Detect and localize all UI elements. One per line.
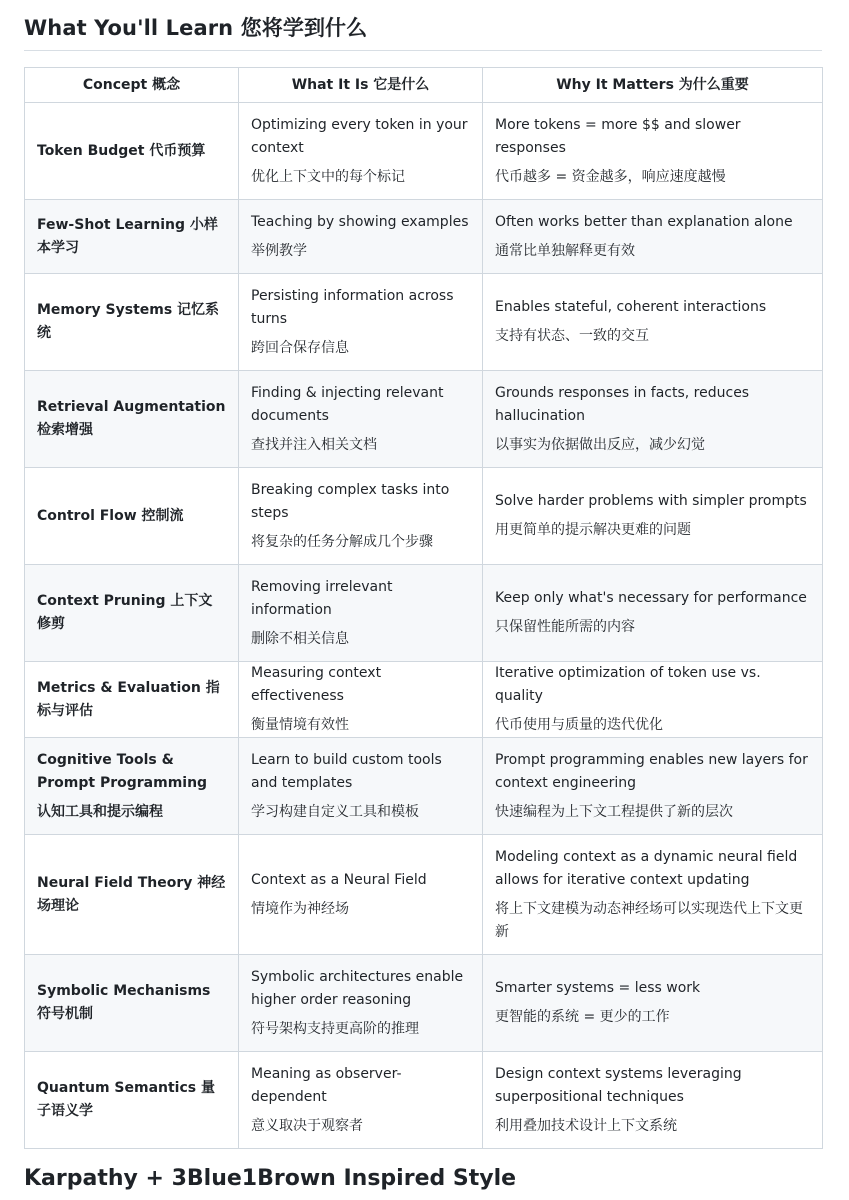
concept-cell — [25, 738, 239, 835]
why-cell — [483, 103, 823, 200]
what-en: Persisting information across turns — [251, 287, 454, 327]
concept-cell: Memory Systems 记忆系统 — [25, 274, 239, 371]
section-title: What You'll Learn 您将学到什么 — [24, 0, 822, 51]
what-cell — [239, 662, 483, 738]
what-en: Breaking complex tasks into steps — [251, 481, 450, 521]
why-cell — [483, 200, 823, 274]
next-section-title: Karpathy + 3Blue1Brown Inspired Style — [24, 1166, 517, 1191]
why-en: Modeling context as a dynamic neural field allows for iterative context updating — [495, 848, 798, 888]
why-cell — [483, 565, 823, 662]
header-what-it-is: What It Is 它是什么 — [239, 68, 483, 103]
why-cell — [483, 738, 823, 835]
why-zh: 代币使用与质量的迭代优化 — [495, 717, 663, 733]
what-en: Measuring context effectiveness — [251, 665, 382, 704]
why-cell — [483, 835, 823, 955]
what-cell — [239, 835, 483, 955]
what-zh: 情境作为神经场 — [251, 900, 349, 917]
why-en: Often works better than explanation alone — [495, 213, 793, 230]
what-cell — [239, 468, 483, 565]
what-cell — [239, 565, 483, 662]
table-row — [25, 738, 823, 835]
why-zh: 通常比单独解释更有效 — [495, 242, 635, 259]
what-zh: 举例教学 — [251, 242, 307, 259]
why-en: Solve harder problems with simpler prompts — [495, 493, 807, 509]
table-header-row — [25, 68, 823, 103]
header-why-it-matters: Why It Matters 为什么重要 — [483, 68, 823, 103]
what-zh: 符号架构支持更高阶的推理 — [251, 1020, 419, 1037]
concept-cell: Control Flow 控制流 — [25, 468, 239, 565]
why-en: More tokens = more $$ and slower responses — [495, 116, 741, 156]
what-cell — [239, 371, 483, 468]
table-row — [25, 1052, 823, 1149]
concept-cell: Few-Shot Learning 小样本学习 — [25, 200, 239, 274]
concept-cell: Retrieval Augmentation 检索增强 — [25, 371, 239, 468]
what-zh: 学习构建自定义工具和模板 — [251, 803, 419, 820]
why-cell — [483, 274, 823, 371]
concept-cell: Neural Field Theory 神经场理论 — [25, 835, 239, 955]
what-zh: 查找并注入相关文档 — [251, 436, 377, 453]
why-en: Design context systems leveraging superpositional techniques — [495, 1065, 742, 1105]
table-row — [25, 371, 823, 468]
why-en: Iterative optimization of token use vs. quality — [495, 665, 761, 704]
header-concept: Concept 概念 — [25, 68, 239, 103]
table-row — [25, 662, 823, 738]
why-cell — [483, 662, 823, 738]
concept-cell: Symbolic Mechanisms 符号机制 — [25, 955, 239, 1052]
what-en: Context as a Neural Field — [251, 871, 427, 888]
table-row — [25, 200, 823, 274]
what-en: Meaning as observer-dependent — [251, 1065, 402, 1105]
why-cell — [483, 1052, 823, 1149]
what-cell — [239, 955, 483, 1052]
why-zh: 利用叠加技术设计上下文系统 — [495, 1117, 677, 1134]
why-cell — [483, 955, 823, 1052]
why-zh: 支持有状态、一致的交互 — [495, 328, 649, 344]
what-zh: 衡量情境有效性 — [251, 717, 349, 733]
why-zh: 更智能的系统 = 更少的工作 — [495, 1009, 670, 1025]
why-zh: 只保留性能所需的内容 — [495, 619, 635, 635]
what-en: Removing irrelevant information — [251, 578, 393, 618]
table-row — [25, 565, 823, 662]
what-zh: 删除不相关信息 — [251, 630, 349, 647]
what-cell — [239, 274, 483, 371]
concept-en: Cognitive Tools & Prompt Programming — [37, 751, 208, 791]
what-cell — [239, 738, 483, 835]
what-cell — [239, 1052, 483, 1149]
why-en: Grounds responses in facts, reduces hallucination — [495, 384, 750, 424]
table-row — [25, 103, 823, 200]
why-en: Keep only what's necessary for performance — [495, 590, 807, 606]
what-cell — [239, 200, 483, 274]
table-row — [25, 468, 823, 565]
what-cell — [239, 103, 483, 200]
why-en: Prompt programming enables new layers for context engineering — [495, 751, 808, 791]
why-zh: 用更简单的提示解决更难的问题 — [495, 522, 691, 538]
concepts-table — [24, 67, 823, 1149]
concept-zh: 认知工具和提示编程 — [37, 803, 163, 820]
why-zh: 将上下文建模为动态神经场可以实现迭代上下文更新 — [495, 900, 803, 940]
what-en: Teaching by showing examples — [251, 213, 469, 230]
what-en: Symbolic architectures enable higher order reasoning — [251, 968, 464, 1008]
concept-cell: Quantum Semantics 量子语义学 — [25, 1052, 239, 1149]
concept-cell: Token Budget 代币预算 — [25, 103, 239, 200]
what-en: Optimizing every token in your context — [251, 116, 468, 156]
what-zh: 跨回合保存信息 — [251, 339, 349, 356]
why-zh: 代币越多 = 资金越多，响应速度越慢 — [495, 168, 726, 185]
table-row — [25, 955, 823, 1052]
why-cell — [483, 468, 823, 565]
concept-cell: Metrics & Evaluation 指标与评估 — [25, 662, 239, 738]
what-en: Finding & injecting relevant documents — [251, 384, 444, 424]
why-en: Smarter systems = less work — [495, 980, 701, 996]
why-cell — [483, 371, 823, 468]
document-page — [24, 0, 822, 1149]
why-zh: 快速编程为上下文工程提供了新的层次 — [495, 803, 733, 820]
why-en: Enables stateful, coherent interactions — [495, 299, 767, 315]
why-zh: 以事实为依据做出反应，减少幻觉 — [495, 436, 705, 453]
table-row — [25, 274, 823, 371]
what-zh: 意义取决于观察者 — [251, 1117, 363, 1134]
what-en: Learn to build custom tools and templates — [251, 751, 442, 791]
concept-cell: Context Pruning 上下文修剪 — [25, 565, 239, 662]
table-row — [25, 835, 823, 955]
what-zh: 将复杂的任务分解成几个步骤 — [251, 533, 433, 550]
what-zh: 优化上下文中的每个标记 — [251, 168, 405, 185]
